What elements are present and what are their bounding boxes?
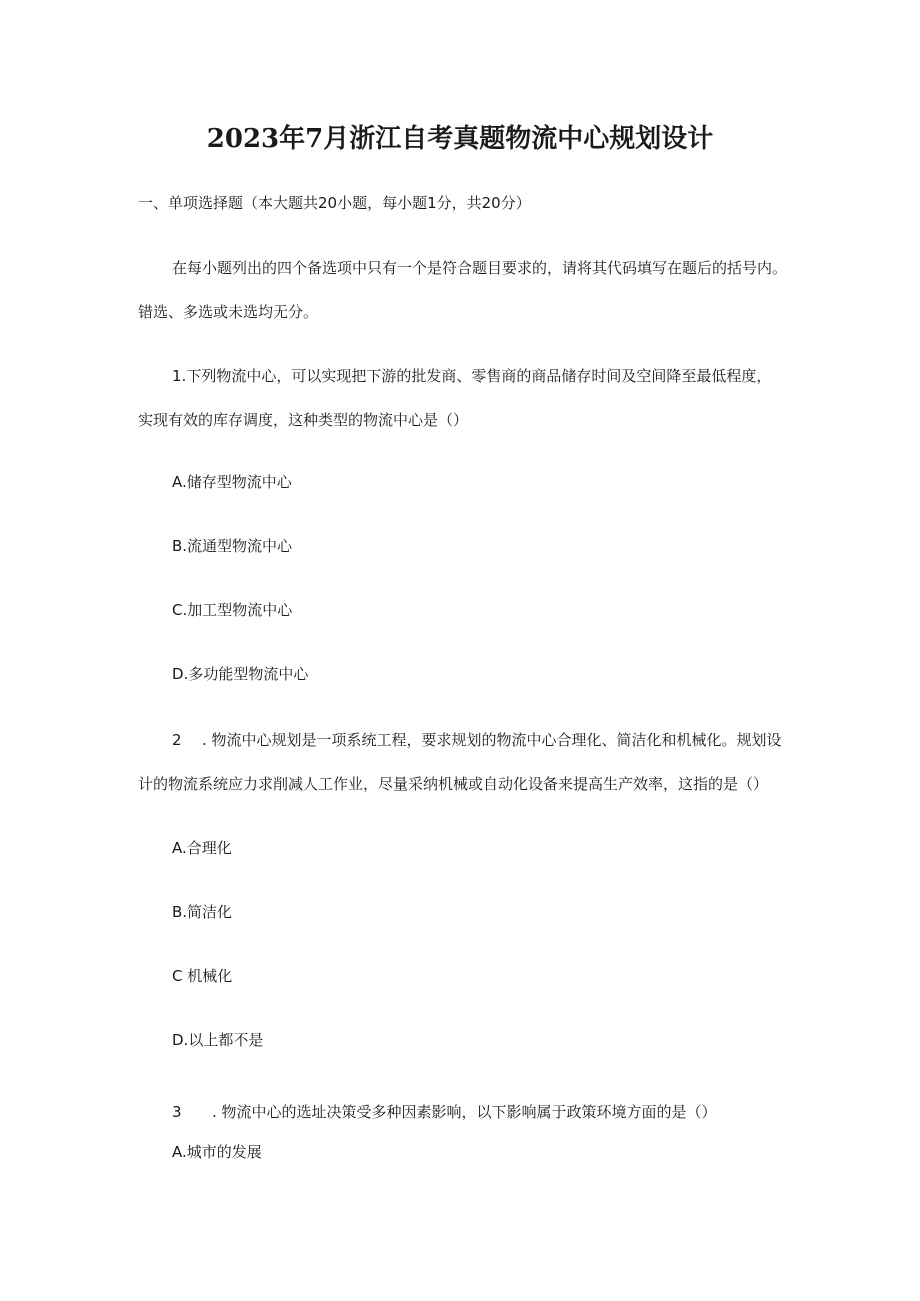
question-3-option-a: A.城市的发展 xyxy=(172,1143,262,1161)
question-1-line-2: 实现有效的库存调度，这种类型的物流中心是（） xyxy=(138,411,469,429)
question-1-option-a: A.储存型物流中心 xyxy=(172,473,292,491)
question-1-option-c: C.加工型物流中心 xyxy=(172,601,293,619)
question-2-text-1: . 物流中心规划是一项系统工程，要求规划的物流中心合理化、简洁化和机械化。规划设 xyxy=(202,731,782,749)
instruction-line-2: 错选、多选或未选均无分。 xyxy=(138,303,319,321)
question-1-text-1: 下列物流中心，可以实现把下游的批发商、零售商的商品储存时间及空间降至最低程度， xyxy=(186,367,772,385)
question-2-number: 2 xyxy=(172,731,182,749)
question-2-option-d: D.以上都不是 xyxy=(172,1031,264,1049)
question-1-line-1 xyxy=(172,366,771,386)
question-3-line-1 xyxy=(172,1102,717,1122)
section-heading: 一、单项选择题（本大题共20小题，每小题1分，共20分） xyxy=(138,194,531,212)
question-2-line-1 xyxy=(172,730,782,750)
question-2-option-c: C 机械化 xyxy=(172,967,233,985)
question-2-line-2: 计的物流系统应力求削减人工作业，尽量采纳机械或自动化设备来提高生产效率，这指的是（） xyxy=(138,775,769,793)
instruction-line-1: 在每小题列出的四个备选项中只有一个是符合题目要求的，请将其代码填写在题后的括号内。 xyxy=(172,259,788,277)
question-3-number: 3 xyxy=(172,1103,182,1121)
question-1-option-b: B.流通型物流中心 xyxy=(172,537,293,555)
question-2-option-a: A.合理化 xyxy=(172,839,232,857)
question-1-number: 1. xyxy=(172,367,187,385)
question-2-option-b: B.简洁化 xyxy=(172,903,233,921)
question-3-text-1: . 物流中心的选址决策受多种因素影响，以下影响属于政策环境方面的是（） xyxy=(212,1103,717,1121)
document-title: 2023年7月浙江自考真题物流中心规划设计 xyxy=(206,124,714,154)
question-1-option-d: D.多功能型物流中心 xyxy=(172,665,309,683)
